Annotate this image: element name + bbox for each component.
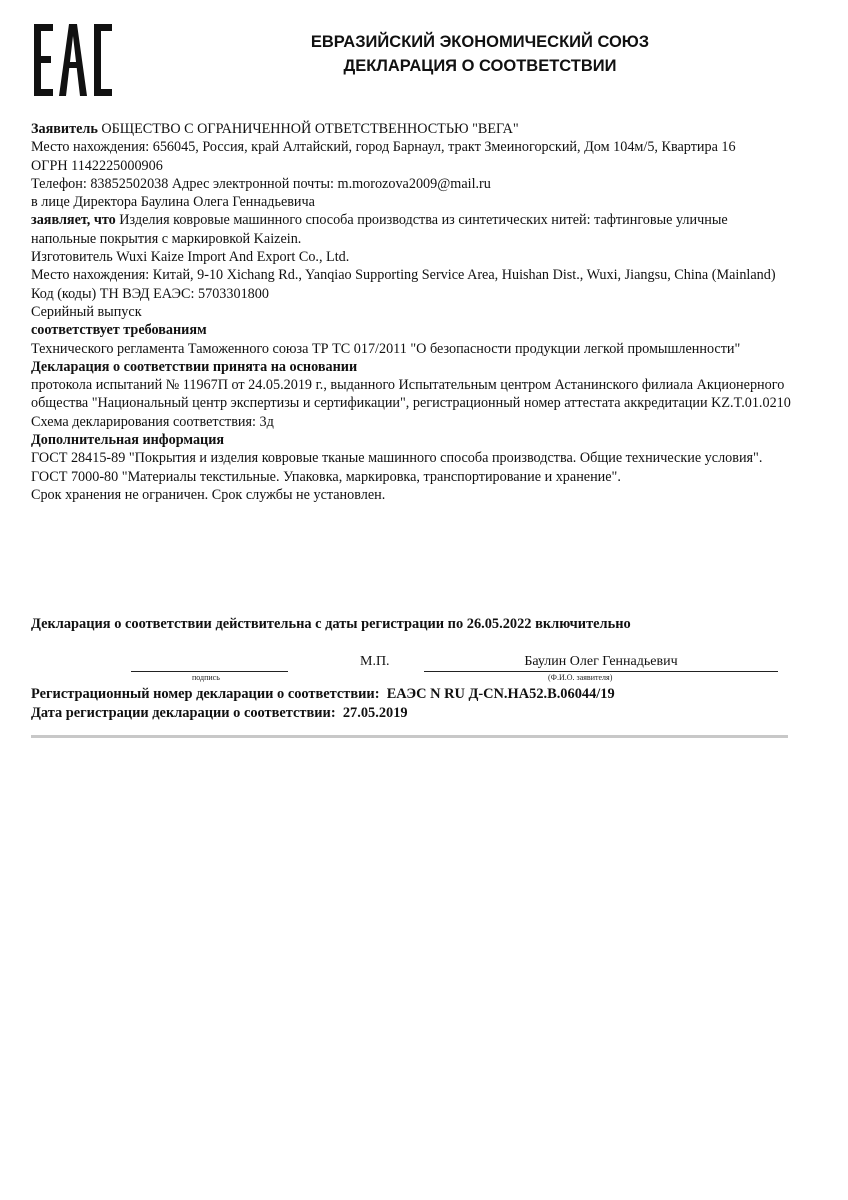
signer-caption: (Ф.И.О. заявителя) [548, 673, 613, 682]
applicant-representative: в лице Директора Баулина Олега Геннадьевича [31, 194, 315, 211]
declares-label: заявляет, что [31, 212, 116, 229]
product-description: Изделия ковровые машинного способа производства из синтетических нитей: тафтинговые уличные напольные покрытия с маркировкой Kaizein. [31, 212, 728, 247]
conforms-label: соответствует требованиям [31, 322, 207, 339]
bottom-divider [31, 735, 788, 738]
additional-text: ГОСТ 28415-89 "Покрытия и изделия ковровые тканые машинного способа производства. Общие технические условия". ГОСТ 7000-80 "Материалы текстильные. Упаковка, маркировка, транспортирование и хранение". [31, 450, 763, 485]
validity-statement: Декларация о соответствии действительна с даты регистрации по 26.05.2022 включительно [31, 616, 631, 632]
conforms-text: Технического регламента Таможенного союза ТР ТС 017/2011 "О безопасности продукции легкой промышленности" [31, 340, 741, 357]
manufacturer-address: Место нахождения: Китай, 9-10 Xichang Rd., Yanqiao Supporting Service Area, Huishan Dist., Wuxi, Jiangsu, China (Mainland) [31, 267, 776, 284]
declaration-title: ДЕКЛАРАЦИЯ О СООТВЕТСТВИИ [343, 57, 617, 75]
union-title: ЕВРАЗИЙСКИЙ ЭКОНОМИЧЕСКИЙ СОЮЗ [310, 33, 650, 51]
signature-caption: подпись [192, 673, 220, 682]
applicant-line [31, 120, 791, 138]
registration-number-label: Регистрационный номер декларации о соответствии: [31, 686, 380, 702]
registration-number: ЕАЭС N RU Д-CN.НА52.В.06044/19 [386, 686, 615, 702]
registration-date-line [31, 705, 408, 722]
eac-logo [34, 24, 112, 96]
basis-text: протокола испытаний № 11967П от 24.05.2019 г., выданного Испытательным центром Астанинского филиала Акционерного общества "Национальный центр экспертизы и сертификации", регистрационный номер аттестата аккредитации KZ.T.01.0210 [31, 377, 791, 412]
storage-text: Срок хранения не ограничен. Срок службы не установлен. [31, 486, 386, 503]
manufacturer-name: Изготовитель Wuxi Kaize Import And Export Co., Ltd. [31, 249, 350, 266]
applicant-address: Место нахождения: 656045, Россия, край Алтайский, город Барнаул, тракт Змеиногорский, Дом 104м/5, Квартира 16 [31, 139, 736, 156]
basis-label: Декларация о соответствии принята на основании [31, 358, 358, 375]
customs-codes: Код (коды) ТН ВЭД ЕАЭС: 5703301800 [31, 285, 269, 302]
declaration-scheme: Схема декларирования соответствия: 3д [31, 413, 274, 430]
document-header [200, 30, 760, 78]
applicant-name: ОБЩЕСТВО С ОГРАНИЧЕННОЙ ОТВЕТСТВЕННОСТЬЮ "ВЕГА" [97, 121, 519, 137]
registration-date-label: Дата регистрации декларации о соответствии: [31, 705, 336, 721]
declares-line [31, 211, 791, 248]
applicant-label: Заявитель [31, 121, 98, 137]
stamp-placeholder: М.П. [360, 654, 390, 669]
declaration-body [31, 120, 791, 504]
applicant-contacts: Телефон: 83852502038 Адрес электронной почты: m.morozova2009@mail.ru [31, 175, 491, 192]
signer-name: Баулин Олег Геннадьевич [524, 654, 678, 669]
signer-name-line [424, 671, 778, 672]
release-type: Серийный выпуск [31, 303, 142, 320]
signature-line [131, 671, 288, 672]
additional-label: Дополнительная информация [31, 432, 225, 449]
registration-number-line [31, 686, 615, 703]
registration-date: 27.05.2019 [342, 705, 408, 721]
applicant-ogrn: ОГРН 1142225000906 [31, 157, 163, 174]
